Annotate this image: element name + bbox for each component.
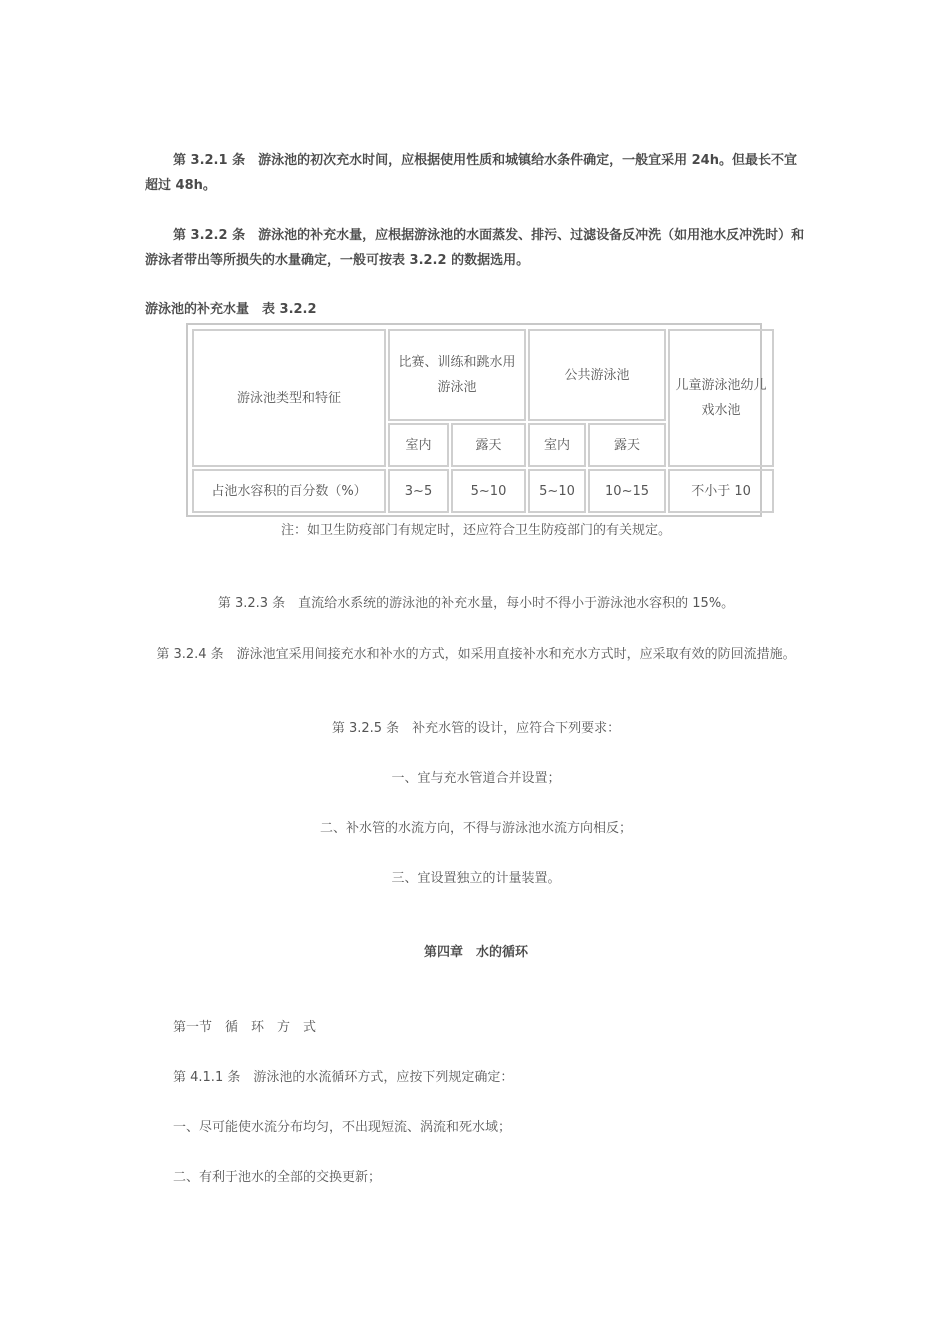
table-cell-value: 10~15 [588, 469, 666, 513]
article-3-2-5-item-2: 二、补水管的水流方向，不得与游泳池水流方向相反； [319, 821, 632, 836]
article-3-2-5: 第 3.2.5 条 补充水管的设计，应符合下列要求： [331, 721, 621, 736]
article-3-2-3: 第 3.2.3 条 直流给水系统的游泳池的补充水量，每小时不得小于游泳池水容积的 15%。 [217, 596, 735, 611]
table-sub-indoor-public: 室内 [528, 423, 586, 467]
section-title: 第一节 循 环 方 式 [173, 1020, 317, 1035]
article-3-2-5-item-1: 一、宜与充水管道合并设置； [391, 771, 561, 786]
table-header-children: 儿童游泳池幼儿戏水池 [668, 329, 774, 467]
table-cell-value: 不小于 10 [668, 469, 774, 513]
article-3-2-4: 第 3.2.4 条 游泳池宜采用间接充水和补水的方式，如采用直接补水和充水方式时，应采取有效的防回流措施。 [156, 647, 796, 662]
table-header-type: 游泳池类型和特征 [192, 329, 386, 467]
table-sub-indoor-competition: 室内 [388, 423, 449, 467]
article-3-2-2 [145, 223, 807, 273]
article-4-1-1-item-1: 一、尽可能使水流分布均匀，不出现短流、涡流和死水域； [173, 1120, 512, 1135]
article-3-2-2-label: 第 3.2.2 条 [173, 228, 246, 243]
table-sub-outdoor-public: 露天 [588, 423, 666, 467]
table-header-competition: 比赛、训练和跳水用游泳池 [388, 329, 526, 421]
table-row-label: 占池水容积的百分数（%） [192, 469, 386, 513]
table-title: 游泳池的补充水量 表 3.2.2 [145, 302, 317, 317]
chapter-title: 第四章 水的循环 [423, 945, 528, 960]
article-4-1-1-item-2: 二、有利于池水的全部的交换更新； [173, 1170, 382, 1185]
article-3-2-5-item-3: 三、宜设置独立的计量装置。 [391, 871, 561, 886]
table-cell-value: 3~5 [388, 469, 449, 513]
table-cell-value: 5~10 [528, 469, 586, 513]
table-sub-outdoor-competition: 露天 [451, 423, 526, 467]
supply-water-table [190, 327, 776, 515]
table-cell-value: 5~10 [451, 469, 526, 513]
supply-water-table-frame [186, 323, 767, 517]
article-3-2-1-text: 游泳池的初次充水时间，应根据使用性质和城镇给水条件确定，一般宜采用 24h。但最长不宜超过 48h。 [145, 153, 797, 193]
article-3-2-1 [145, 148, 807, 198]
table-note: 注：如卫生防疫部门有规定时，还应符合卫生防疫部门的有关规定。 [280, 523, 671, 538]
article-3-2-1-label: 第 3.2.1 条 [173, 153, 246, 168]
table-header-public: 公共游泳池 [528, 329, 666, 421]
article-3-2-2-text: 游泳池的补充水量，应根据游泳池的水面蒸发、排污、过滤设备反冲洗（如用池水反冲洗时）和游泳者带出等所损失的水量确定，一般可按表 3.2.2 的数据选用。 [145, 228, 805, 268]
article-4-1-1: 第 4.1.1 条 游泳池的水流循环方式，应按下列规定确定： [173, 1070, 514, 1085]
